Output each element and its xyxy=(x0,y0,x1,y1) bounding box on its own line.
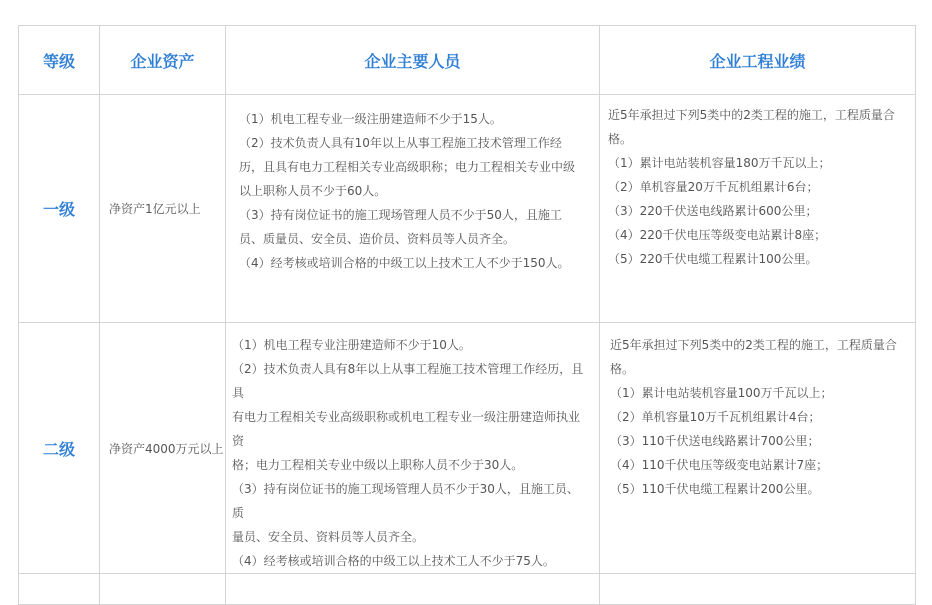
staff-line: 员、质量员、安全员、造价员、资料员等人员齐全。 xyxy=(239,232,516,246)
staff-line: 量员、安全员、资料员等人员齐全。 xyxy=(232,530,425,544)
staff-line: （1）机电工程专业一级注册建造师不少于15人。 xyxy=(239,112,502,126)
performance-line: 近5年承担过下列5类中的2类工程的施工，工程质量合 xyxy=(608,108,895,122)
staff-line: （2）技术负责人具有8年以上从事工程施工技术管理工作经历，且具 xyxy=(232,362,584,400)
performance-line: （3）220千伏送电线路累计600公里； xyxy=(608,204,818,218)
performance-line: （2）单机容量20万千瓦机组累计6台； xyxy=(608,180,819,194)
staff-line: 历，且具有电力工程相关专业高级职称；电力工程相关专业中级 xyxy=(239,160,576,174)
empty-cell xyxy=(600,574,916,605)
performance-line: （1）累计电站装机容量100万千瓦以上； xyxy=(610,386,833,400)
assets-cell: 净资产1亿元以上 xyxy=(100,95,226,323)
staff-line: （1）机电工程专业注册建造师不少于10人。 xyxy=(232,338,471,352)
performance-cell xyxy=(600,323,916,574)
performance-line: 近5年承担过下列5类中的2类工程的施工，工程质量合格。 xyxy=(610,338,897,376)
table-header-row xyxy=(19,26,916,95)
staff-cell xyxy=(226,323,600,574)
staff-line: （2）技术负责人具有10年以上从事工程施工技术管理工作经 xyxy=(239,136,562,150)
table-row xyxy=(19,95,916,323)
staff-line: （3）持有岗位证书的施工现场管理人员不少于50人，且施工 xyxy=(239,208,562,222)
level-cell: 一级 xyxy=(19,95,100,323)
header-assets: 企业资产 xyxy=(100,26,226,95)
performance-line: （5）220千伏电缆工程累计100公里。 xyxy=(608,252,818,266)
table-row-partial xyxy=(19,574,916,605)
staff-line: （4）经考核或培训合格的中级工以上技术工人不少于75人。 xyxy=(232,554,555,568)
header-level: 等级 xyxy=(19,26,100,95)
staff-line: 格；电力工程相关专业中级以上职称人员不少于30人。 xyxy=(232,458,524,472)
staff-line: （4）经考核或培训合格的中级工以上技术工人不少于150人。 xyxy=(239,256,570,270)
empty-cell xyxy=(19,574,100,605)
performance-line: （4）110千伏电压等级变电站累计7座； xyxy=(610,458,829,472)
header-staff: 企业主要人员 xyxy=(226,26,600,95)
empty-cell xyxy=(100,574,226,605)
staff-cell xyxy=(226,95,600,323)
level-cell: 二级 xyxy=(19,323,100,574)
staff-line: 有电力工程相关专业高级职称或机电工程专业一级注册建造师执业资 xyxy=(232,410,581,448)
empty-cell xyxy=(226,574,600,605)
header-performance: 企业工程业绩 xyxy=(600,26,916,95)
assets-cell: 净资产4000万元以上 xyxy=(100,323,226,574)
performance-line: （2）单机容量10万千瓦机组累计4台； xyxy=(610,410,821,424)
performance-line: （1）累计电站装机容量180万千瓦以上； xyxy=(608,156,831,170)
performance-line: 格。 xyxy=(608,132,633,146)
performance-line: （5）110千伏电缆工程累计200公里。 xyxy=(610,482,820,496)
performance-cell xyxy=(600,95,916,323)
qualification-table xyxy=(18,25,916,605)
performance-line: （4）220千伏电压等级变电站累计8座； xyxy=(608,228,827,242)
staff-line: 以上职称人员不少于60人。 xyxy=(239,184,387,198)
staff-line: （3）持有岗位证书的施工现场管理人员不少于30人，且施工员、质 xyxy=(232,482,579,520)
table-row xyxy=(19,323,916,574)
performance-line: （3）110千伏送电线路累计700公里； xyxy=(610,434,820,448)
